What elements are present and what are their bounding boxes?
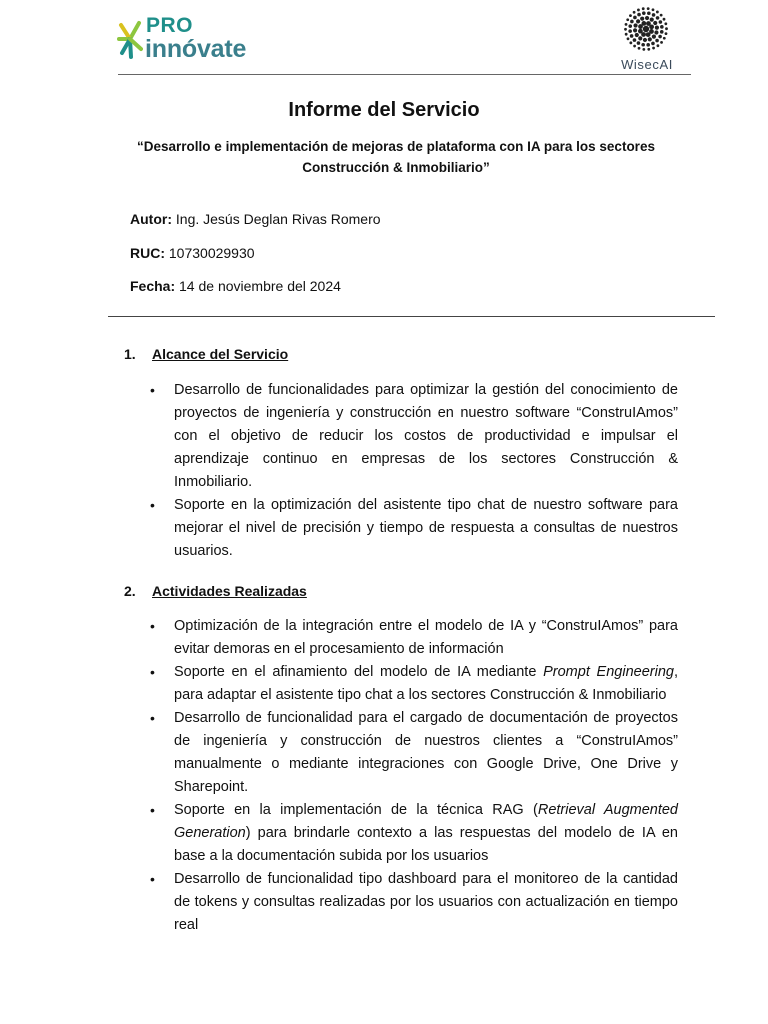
bullet-emphasis: Prompt Engineering (543, 664, 674, 680)
section-number: 2. (124, 583, 136, 599)
logo-pro-text: PRO (146, 14, 194, 37)
document-header (0, 0, 768, 80)
section-title: Alcance del Servicio (152, 346, 289, 362)
author-line (130, 209, 381, 229)
dotted-circle-logo-icon (621, 6, 671, 54)
proinnovate-logo (117, 13, 277, 65)
bullet-text: Soporte en la implementación de la técnica RAG ( (174, 802, 538, 818)
wisecai-logo (606, 6, 688, 74)
section-2-bullets (148, 615, 678, 937)
bullet-item (148, 799, 678, 868)
wisecai-logo-text: WisecAI (621, 57, 673, 72)
date-line (130, 276, 341, 296)
header-divider (118, 74, 691, 75)
bullet-item: • Optimización de la integración entre el modelo de IA y “ConstruIAmos” para evitar demoras en el procesamiento de información (148, 615, 678, 661)
date-value: 14 de noviembre del 2024 (179, 278, 341, 294)
author-value: Ing. Jesús Deglan Rivas Romero (175, 211, 381, 227)
bullet-text: Soporte en el afinamiento del modelo de IA mediante (174, 664, 544, 680)
section-title: Actividades Realizadas (152, 583, 307, 599)
section-1-bullets (148, 379, 678, 563)
bullet-text: ) para brindarle contexto a las respuestas del modelo de IA en base a la documentación subida por los usuarios (174, 825, 678, 864)
section-number: 1. (124, 346, 136, 362)
ruc-line (130, 243, 255, 263)
document-subtitle: “Desarrollo e implementación de mejoras de plataforma con IA para los sectores Construcción & Inmobiliario” (137, 139, 655, 175)
document-title: Informe del Servicio (288, 99, 480, 121)
logo-innovate-text: innóvate (145, 35, 247, 63)
bullet-item: • Soporte en la optimización del asistente tipo chat de nuestro software para mejorar el nivel de precisión y tiempo de respuesta a consultas de nuestros usuarios. (148, 494, 678, 563)
burst-logo-icon (117, 17, 143, 61)
section-divider (108, 316, 715, 317)
bullet-item: • Desarrollo de funcionalidades para optimizar la gestión del conocimiento de proyectos de ingeniería y construcción en nuestro software “ConstruIAmos” con el objetivo de reducir los costos de productividad e impulsar el aprendizaje continuo en empresas de los sectores Construcción & Inmobiliario. (148, 379, 678, 494)
bullet-item (148, 661, 678, 707)
bullet-item: • Desarrollo de funcionalidad para el cargado de documentación de proyectos de ingeniería y construcción de nuestros clientes a “ConstruIAmos” manualmente o mediante integraciones con Google Drive, One Drive y Sharepoint. (148, 707, 678, 799)
bullet-text: , para adaptar el asistente tipo chat a los sectores Construcción & Inmobiliario (174, 664, 678, 703)
ruc-value: 10730029930 (168, 245, 255, 261)
bullet-emphasis: Retrieval Augmented Generation (174, 802, 678, 841)
date-label: Fecha: (130, 278, 176, 294)
bullet-item: • Desarrollo de funcionalidad tipo dashboard para el monitoreo de la cantidad de tokens y consultas realizadas por los usuarios con actualización en tiempo real (148, 868, 678, 937)
author-label: Autor: (130, 211, 172, 227)
ruc-label: RUC: (130, 245, 165, 261)
